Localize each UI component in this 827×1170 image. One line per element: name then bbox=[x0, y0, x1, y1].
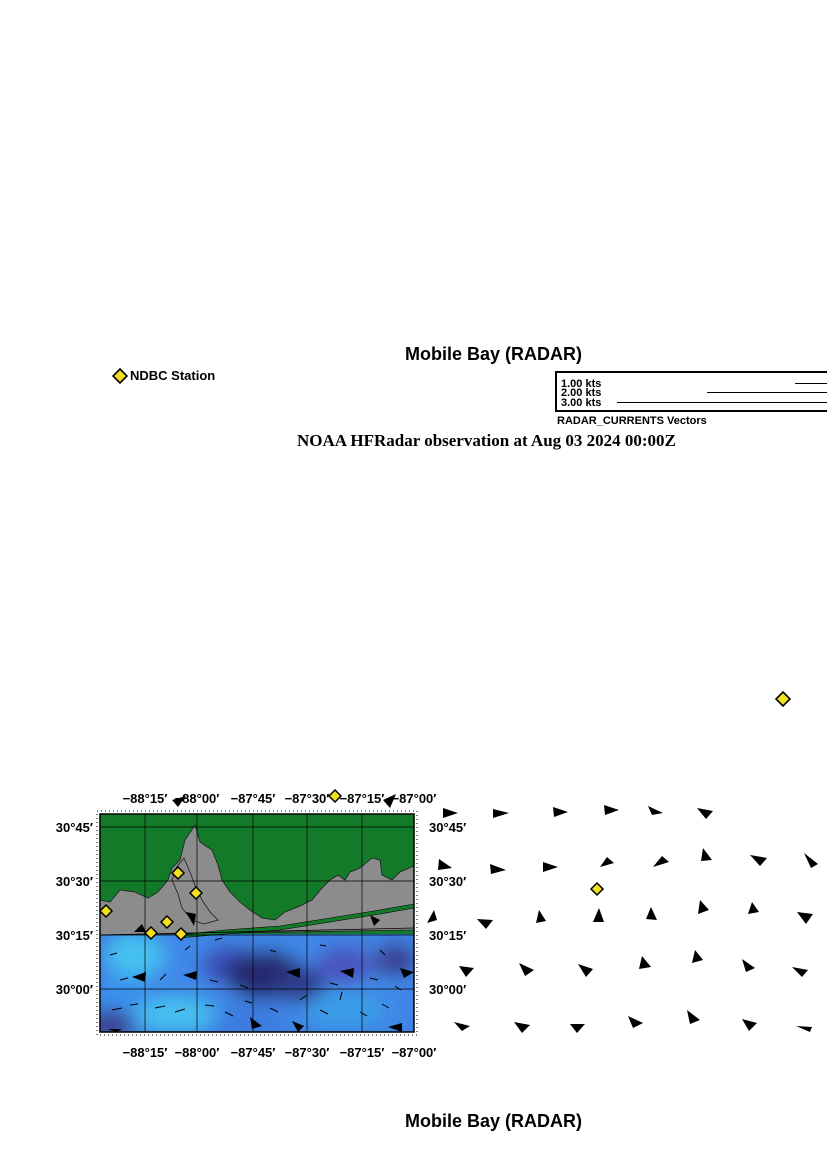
lon-label-top-3: −87°45′ bbox=[230, 791, 276, 806]
lat-label-right-3: 30°15′ bbox=[429, 928, 467, 943]
lon-label-bottom-5: −87°15′ bbox=[339, 1045, 385, 1060]
vector-scale-caption: RADAR_CURRENTS Vectors bbox=[557, 415, 707, 427]
lat-label-left-4: 30°00′ bbox=[55, 982, 93, 997]
map-frame-contents bbox=[85, 814, 415, 1040]
scale-label-2: 2.00 kts bbox=[561, 387, 602, 399]
longitude-labels-bottom bbox=[123, 1045, 437, 1060]
latitude-labels-left bbox=[56, 820, 93, 997]
latitude-labels-right bbox=[429, 820, 466, 997]
ndbc-legend-label: NDBC Station bbox=[130, 368, 216, 383]
vector-scale-box bbox=[555, 371, 827, 412]
lat-label-right-4: 30°00′ bbox=[429, 982, 467, 997]
lon-label-bottom-1: −88°15′ bbox=[122, 1045, 168, 1060]
lat-label-left-2: 30°30′ bbox=[55, 874, 93, 889]
lon-label-top-5: −87°15′ bbox=[339, 791, 385, 806]
lon-label-bottom-2: −88°00′ bbox=[174, 1045, 220, 1060]
scale-label-3: 3.00 kts bbox=[561, 397, 602, 409]
lat-label-right-2: 30°30′ bbox=[429, 874, 467, 889]
scale-line-1 bbox=[795, 383, 827, 384]
lon-label-top-6: −87°00′ bbox=[391, 791, 437, 806]
scale-line-3 bbox=[617, 402, 827, 403]
lon-label-bottom-3: −87°45′ bbox=[230, 1045, 276, 1060]
ndbc-station-icon bbox=[112, 368, 128, 384]
map-subtitle: NOAA HFRadar observation at Aug 03 2024 00:00Z bbox=[297, 431, 676, 450]
lon-label-bottom-4: −87°30′ bbox=[284, 1045, 330, 1060]
map-title-bottom: Mobile Bay (RADAR) bbox=[405, 1111, 583, 1131]
scale-label-1: 1.00 kts bbox=[561, 378, 602, 390]
lat-label-left-3: 30°15′ bbox=[55, 928, 93, 943]
scale-line-2 bbox=[707, 392, 827, 393]
current-speed-field bbox=[85, 930, 415, 1040]
lat-label-right-1: 30°45′ bbox=[429, 820, 467, 835]
lat-label-left-1: 30°45′ bbox=[55, 820, 93, 835]
lon-label-bottom-6: −87°00′ bbox=[391, 1045, 437, 1060]
lon-label-top-1: −88°15′ bbox=[122, 791, 168, 806]
lon-label-top-4: −87°30′ bbox=[284, 791, 330, 806]
ndbc-station-marker[interactable] bbox=[775, 691, 791, 707]
lon-label-top-2: −88°00′ bbox=[174, 791, 220, 806]
radar-map bbox=[0, 780, 827, 1060]
current-vectors-offshore bbox=[427, 805, 818, 1033]
map-title: Mobile Bay (RADAR) bbox=[405, 344, 583, 364]
